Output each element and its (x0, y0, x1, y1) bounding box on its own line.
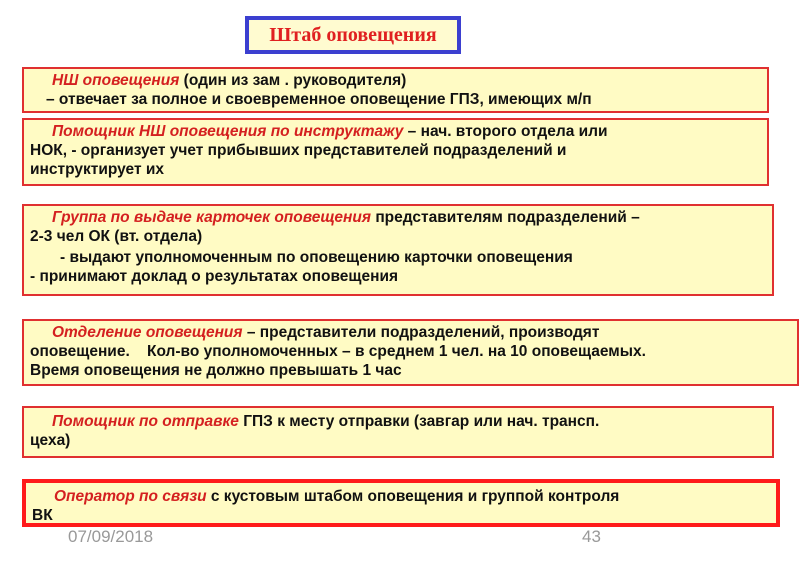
card-line: ВК (32, 507, 53, 524)
role-label: НШ оповещения (52, 72, 180, 89)
role-text: – представители подразделений, производят (242, 324, 600, 341)
card-comms-operator (22, 479, 780, 527)
card-line: – отвечает за полное и своевременное оповещение ГПЗ, имеющих м/п (46, 91, 592, 108)
role-text: с кустовым штабом оповещения и группой контроля (206, 488, 620, 505)
card-line: цеха) (30, 432, 71, 449)
card-line: оповещение. Кол-во уполномоченных – в среднем 1 чел. на 10 оповещаемых. (30, 343, 646, 360)
role-text: представителям подразделений – (371, 209, 640, 226)
role-label: Группа по выдаче карточек оповещения (52, 209, 372, 226)
card-notification-unit (22, 319, 799, 386)
footer-page-number: 43 (582, 527, 601, 546)
role-note: (один из зам . руководителя) (179, 72, 407, 89)
role-label: Отделение оповещения (52, 324, 243, 341)
role-text: ГПЗ к месту отправки (завгар или нач. трансп. (238, 413, 600, 430)
card-line (32, 487, 770, 506)
card-briefing-assistant (22, 118, 769, 186)
card-chief-of-staff (22, 67, 769, 113)
role-text: – нач. второго отдела или (403, 123, 608, 140)
card-dispatch-assistant (22, 406, 774, 458)
footer-date: 07/09/2018 (68, 527, 154, 546)
card-line: инструктирует их (30, 161, 165, 178)
card-line (30, 122, 761, 141)
card-line (30, 412, 766, 431)
card-line (30, 208, 766, 227)
card-line: НОК, - организует учет прибывших представителей подразделений и (30, 142, 567, 159)
card-line: - выдают уполномоченным по оповещению карточки оповещения (60, 249, 573, 266)
role-label: Оператор по связи (54, 488, 207, 505)
card-line: Время оповещения не должно превышать 1 час (30, 362, 402, 379)
role-label: Помощник НШ оповещения по инструктажу (52, 123, 404, 140)
card-line (30, 323, 791, 342)
role-label: Помощник по отправке (52, 413, 239, 430)
card-cards-group (22, 204, 774, 296)
page-title: Штаб оповещения (245, 16, 461, 54)
card-line: - принимают доклад о результатах оповещения (30, 268, 399, 285)
card-line (30, 71, 761, 90)
card-line: 2-3 чел ОК (вт. отдела) (30, 228, 203, 245)
